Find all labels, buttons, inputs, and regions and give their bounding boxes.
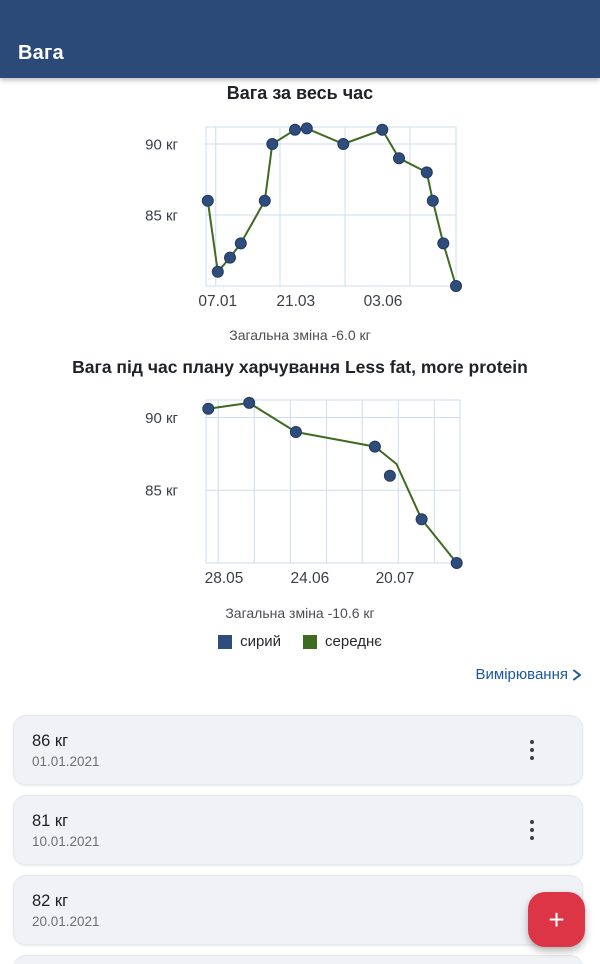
svg-text:03.06: 03.06: [363, 293, 403, 310]
chart-legend: [0, 633, 600, 650]
measurement-text: [32, 732, 100, 769]
legend-item-average: [303, 633, 382, 650]
app-bar: [0, 0, 600, 78]
measurements-link-label: Вимірювання: [475, 666, 568, 683]
more-vert-icon: [530, 756, 535, 761]
svg-text:28.05: 28.05: [204, 570, 244, 585]
more-vert-icon: [530, 836, 535, 841]
legend-item-raw: [218, 633, 281, 650]
measurement-date: 20.01.2021: [32, 913, 100, 929]
measurement-weight: 82 кг: [32, 891, 69, 910]
weight-chart-plan: [0, 390, 600, 585]
page-title: Вага: [18, 42, 64, 64]
measurements-list: [13, 715, 583, 964]
measurement-card[interactable]: [13, 795, 583, 865]
plus-icon: +: [548, 903, 565, 935]
raw-series-swatch: [218, 635, 232, 649]
measurement-menu-button[interactable]: [520, 813, 544, 847]
legend-average-label: середнє: [325, 633, 382, 650]
all-time-chart-title: Вага за весь час: [226, 83, 374, 103]
more-vert-icon: [530, 740, 535, 745]
svg-text:85 кг: 85 кг: [145, 482, 178, 500]
measurement-text: [32, 892, 100, 929]
measurement-menu-button[interactable]: [520, 733, 544, 767]
svg-text:90 кг: 90 кг: [145, 136, 178, 154]
legend-raw-label: сирий: [240, 633, 282, 650]
more-vert-icon: [530, 828, 535, 833]
more-vert-icon: [530, 748, 535, 753]
svg-text:07.01: 07.01: [198, 293, 238, 310]
svg-text:21.03: 21.03: [276, 293, 316, 310]
svg-text:90 кг: 90 кг: [145, 409, 178, 427]
measurement-weight: 81 кг: [32, 811, 69, 830]
svg-text:20.07: 20.07: [375, 570, 415, 585]
measurement-card[interactable]: [13, 875, 583, 945]
measurement-card-partial[interactable]: [13, 955, 583, 964]
average-series-swatch: [303, 635, 317, 649]
all-time-total-change: Загальна зміна -6.0 кг: [229, 327, 371, 343]
svg-text:24.06: 24.06: [290, 570, 330, 585]
measurement-card[interactable]: [13, 715, 583, 785]
svg-text:85 кг: 85 кг: [145, 207, 178, 225]
plan-total-change: Загальна зміна -10.6 кг: [225, 605, 375, 621]
measurement-text: [32, 812, 100, 849]
add-measurement-fab[interactable]: [528, 892, 585, 947]
measurements-link[interactable]: [476, 666, 584, 683]
measurement-weight: 86 кг: [32, 731, 69, 750]
measurement-date: 10.01.2021: [32, 833, 100, 849]
chevron-right-icon: [570, 668, 584, 682]
plan-chart-title: Вага під час плану харчування Less fat, more protein: [72, 357, 528, 377]
weight-chart-all-time: [0, 115, 600, 310]
more-vert-icon: [530, 820, 535, 825]
measurement-date: 01.01.2021: [32, 753, 100, 769]
